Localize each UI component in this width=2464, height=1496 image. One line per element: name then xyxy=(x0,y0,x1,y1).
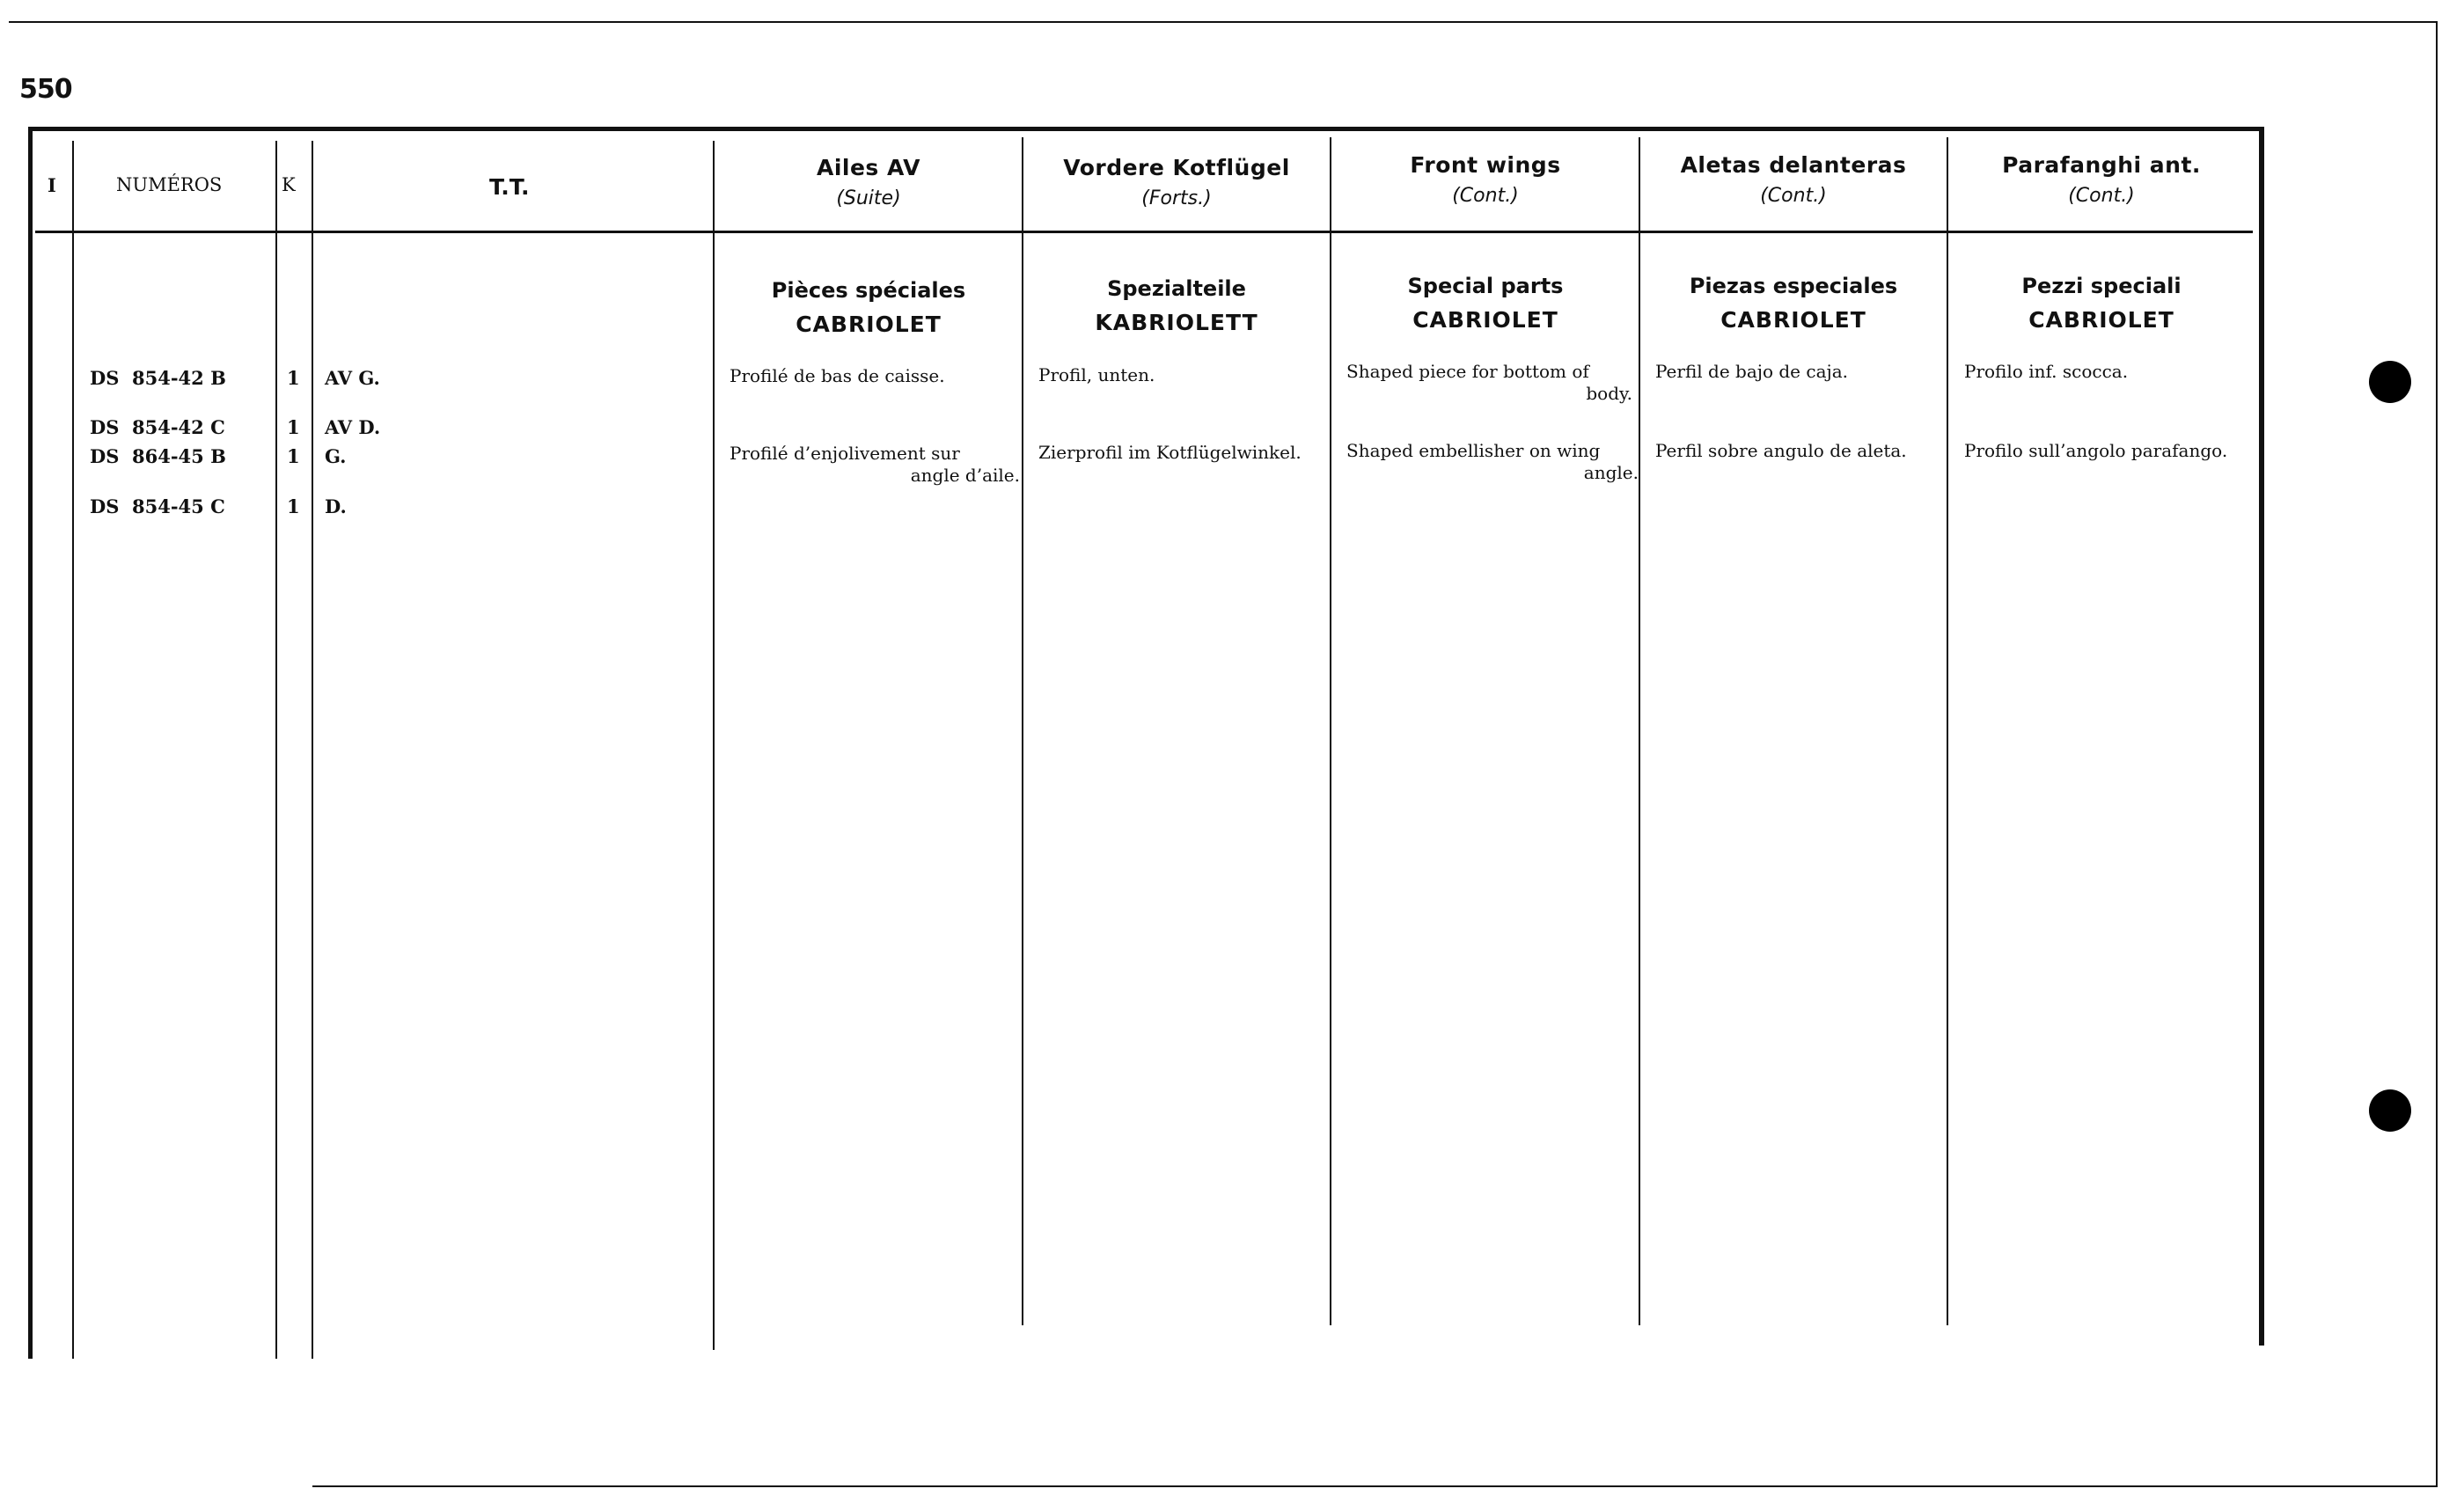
col-line-en xyxy=(1639,137,1640,1325)
table-top-border xyxy=(28,127,2263,131)
header-numeros: NUMÉROS xyxy=(116,174,223,195)
quantity: 1 xyxy=(287,367,300,389)
header-tt: T.T. xyxy=(489,174,530,200)
section-it xyxy=(1949,274,2254,333)
quantity: 1 xyxy=(287,495,300,517)
desc-2-de xyxy=(1038,442,1324,464)
desc-line: Profil, unten. xyxy=(1038,364,1155,385)
header-k: K xyxy=(282,174,296,195)
top-page-rule xyxy=(9,21,2438,23)
bottom-page-rule xyxy=(312,1485,2438,1487)
header-it-title: Parafanghi ant. xyxy=(2002,152,2201,178)
header-fr-title: Ailes AV xyxy=(816,155,921,180)
header-fr-subtitle: (Suite) xyxy=(836,187,901,209)
desc-1-en xyxy=(1346,361,1632,405)
header-separator xyxy=(35,231,2253,233)
desc-2-it xyxy=(1964,440,2255,462)
header-fr xyxy=(716,155,1021,209)
section-en-model: CABRIOLET xyxy=(1412,307,1558,333)
header-en xyxy=(1333,152,1638,207)
header-i: I xyxy=(48,174,56,196)
header-en-subtitle: (Cont.) xyxy=(1452,185,1519,207)
header-es-subtitle: (Cont.) xyxy=(1760,185,1827,207)
part-number: DS 854-42 C xyxy=(90,416,225,438)
section-de-name: Spezialteile xyxy=(1107,276,1246,301)
header-it xyxy=(1949,152,2254,207)
header-en-title: Front wings xyxy=(1410,152,1561,178)
desc-line: Profilé de bas de caisse. xyxy=(730,365,945,386)
section-es-model: CABRIOLET xyxy=(1720,307,1866,333)
quantity: 1 xyxy=(287,445,300,467)
section-en xyxy=(1333,274,1638,333)
col-line-numeros xyxy=(275,141,277,1359)
header-de-subtitle: (Forts.) xyxy=(1141,187,1212,209)
section-de-model: KABRIOLETT xyxy=(1095,310,1258,335)
page-number: 550 xyxy=(19,74,72,105)
quantity: 1 xyxy=(287,416,300,438)
section-en-name: Special parts xyxy=(1407,274,1564,298)
header-es xyxy=(1641,152,1946,207)
desc-line: Zierprofil im Kotflügelwinkel. xyxy=(1038,442,1302,463)
desc-line: Profilo inf. scocca. xyxy=(1964,361,2129,382)
header-de-title: Vordere Kotflügel xyxy=(1063,155,1290,180)
col-line-es xyxy=(1947,137,1948,1325)
desc-line: Shaped piece for bottom of xyxy=(1346,361,1589,382)
section-it-name: Pezzi speciali xyxy=(2021,274,2182,298)
tt-value: D. xyxy=(325,495,347,517)
desc-1-fr xyxy=(730,365,1016,387)
section-es-name: Piezas especiales xyxy=(1689,274,1898,298)
desc-1-it xyxy=(1964,361,2250,383)
binder-hole xyxy=(2369,1089,2411,1132)
col-line-de xyxy=(1330,137,1331,1325)
desc-line: angle d’aile. xyxy=(910,465,1020,486)
desc-line: Perfil sobre angulo de aleta. xyxy=(1655,440,1907,461)
desc-line: body. xyxy=(1586,383,1632,404)
col-line-tt xyxy=(713,141,715,1350)
binder-hole xyxy=(2369,361,2411,403)
tt-value: AV D. xyxy=(325,416,381,438)
section-de xyxy=(1024,276,1329,335)
desc-line: Perfil de bajo de caja. xyxy=(1655,361,1848,382)
desc-line: Profilo sull’angolo parafango. xyxy=(1964,440,2228,461)
desc-2-en xyxy=(1346,440,1639,484)
section-es xyxy=(1641,274,1946,333)
section-it-model: CABRIOLET xyxy=(2028,307,2174,333)
desc-line: angle. xyxy=(1583,462,1639,483)
header-de xyxy=(1024,155,1329,209)
col-line-k xyxy=(312,141,313,1359)
table-right-border xyxy=(2259,127,2264,1346)
desc-line: Profilé d’enjolivement sur xyxy=(730,443,960,464)
part-number: DS 854-45 C xyxy=(90,495,225,517)
part-number: DS 864-45 B xyxy=(90,445,226,467)
col-line-i xyxy=(72,141,74,1359)
section-fr-model: CABRIOLET xyxy=(796,312,942,337)
section-fr xyxy=(716,278,1021,337)
tt-value: AV G. xyxy=(325,367,380,389)
desc-2-es xyxy=(1655,440,1941,462)
desc-1-de xyxy=(1038,364,1324,386)
desc-1-es xyxy=(1655,361,1941,383)
right-page-edge xyxy=(2436,21,2438,1487)
col-line-fr xyxy=(1022,137,1023,1325)
section-fr-name: Pièces spéciales xyxy=(771,278,966,303)
tt-value: G. xyxy=(325,445,347,467)
desc-line: Shaped embellisher on wing xyxy=(1346,440,1601,461)
header-es-title: Aletas delanteras xyxy=(1680,152,1907,178)
part-number: DS 854-42 B xyxy=(90,367,226,389)
table-left-border xyxy=(28,127,33,1359)
header-it-subtitle: (Cont.) xyxy=(2068,185,2135,207)
desc-2-fr xyxy=(730,443,1020,487)
